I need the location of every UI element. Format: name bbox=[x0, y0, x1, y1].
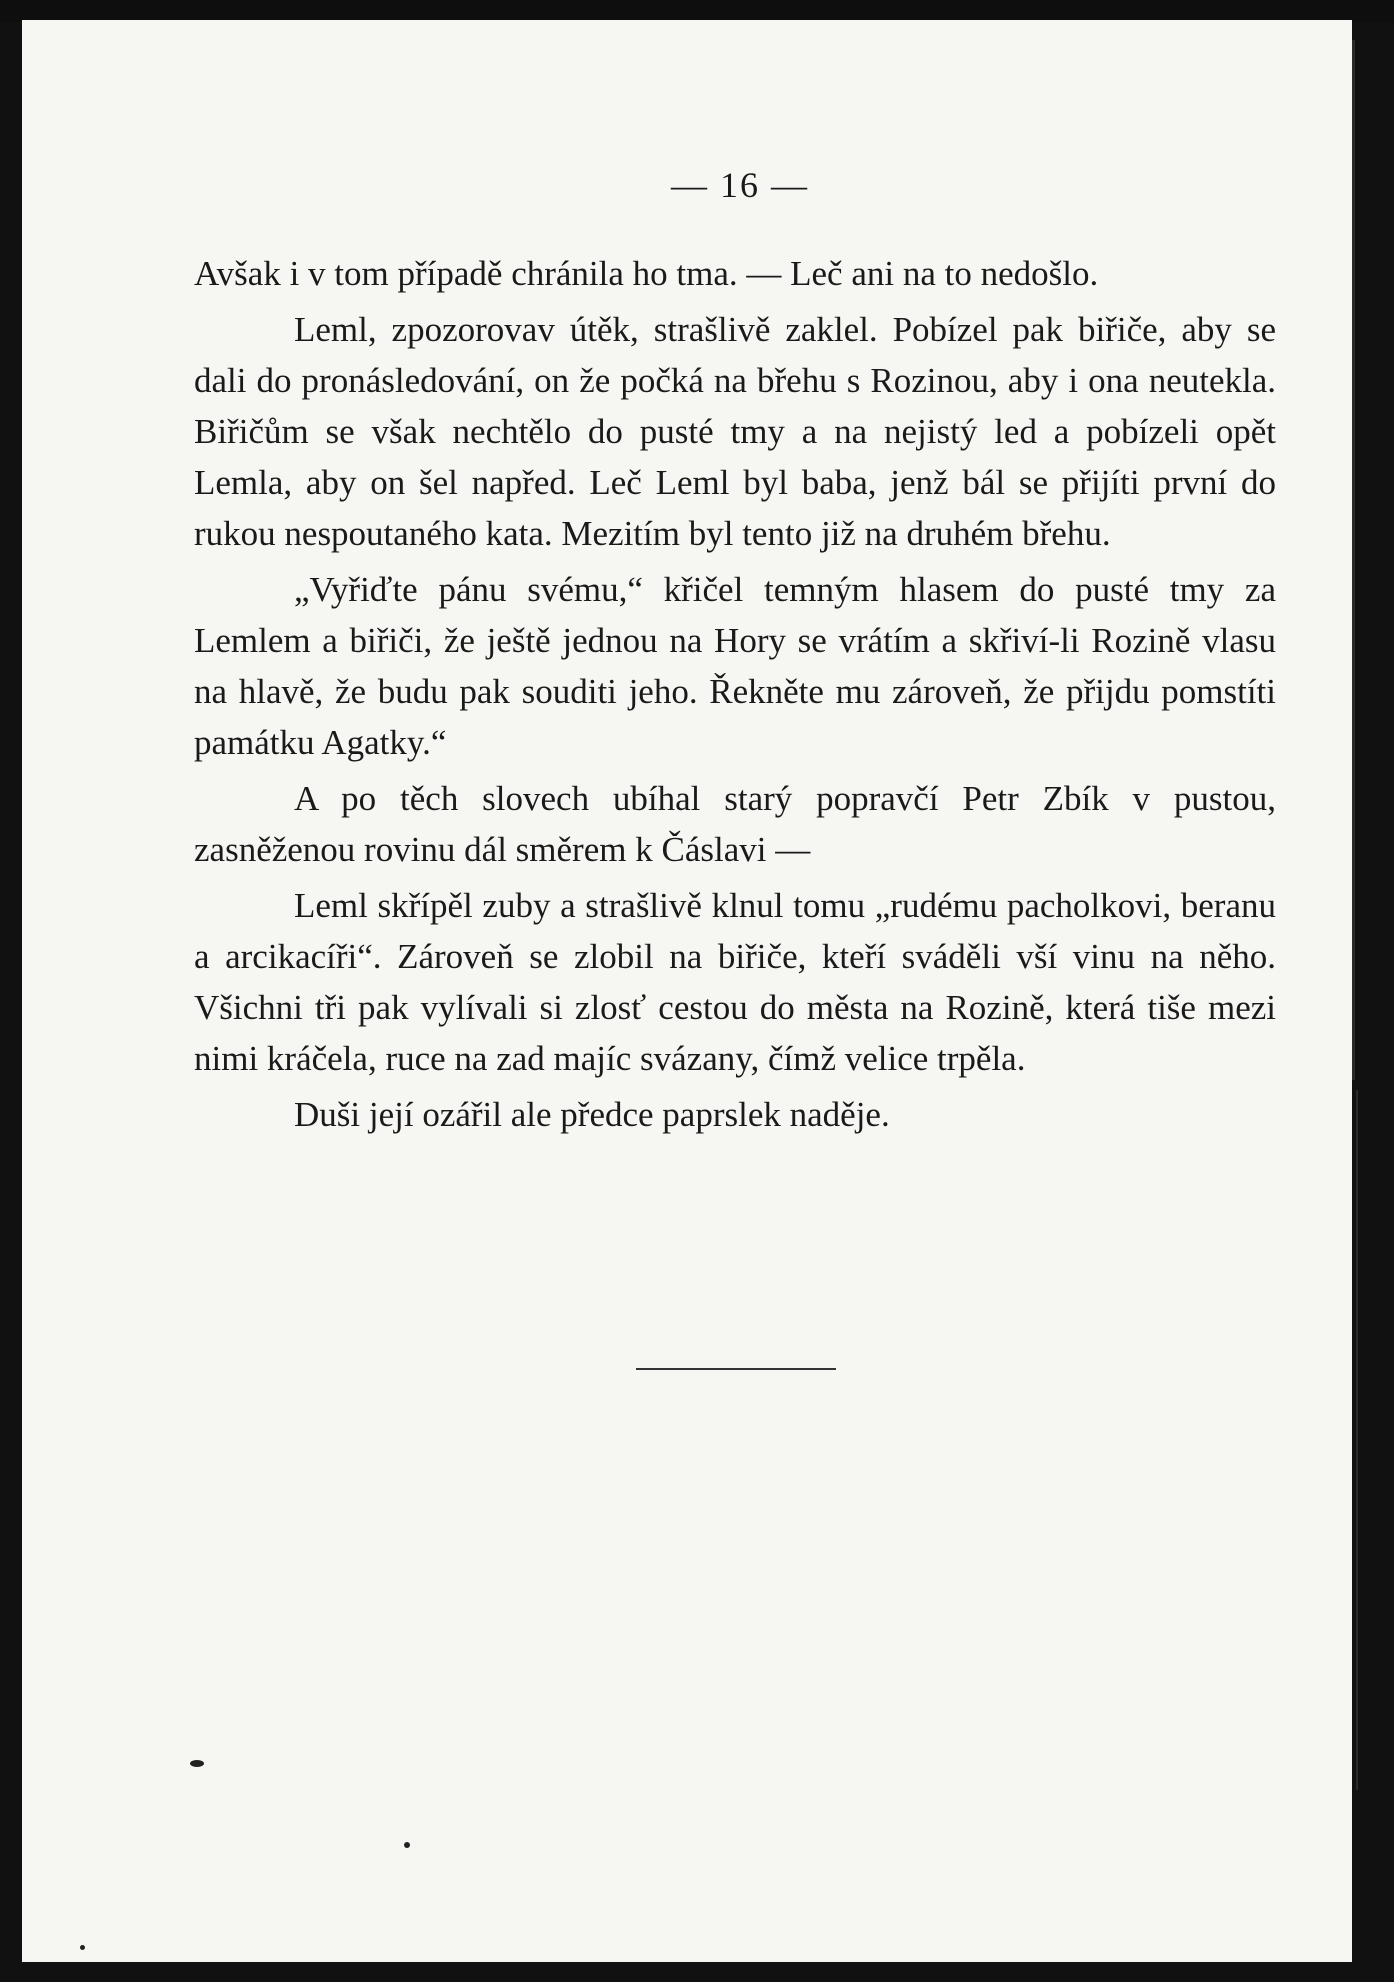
paragraph-4: A po těch slovech ubíhal starý popravčí Petr Zbík v pustou, zasněženou rovinu dál směrem k Čáslavi — bbox=[194, 779, 1276, 869]
paragraph-2: Leml, zpozorovav útěk, strašlivě zaklel. Pobízel pak biřiče, aby se dali do pronásledování, on že počká na břehu s Rozinou, aby i ona neutekla. Biřičům se však nechtělo do pusté tmy a na nejistý led a pobízeli opět Lemla, aby on šel napřed. Leč Leml byl baba, jenž bál se přijíti první do rukou nespoutaného kata. Mezitím byl tento již na druhém břehu. bbox=[194, 310, 1276, 553]
paragraph-6: Duši její ozářil ale předce paprslek naděje. bbox=[294, 1095, 890, 1134]
page-number: — 16 — bbox=[671, 165, 809, 205]
scan-border-top bbox=[0, 0, 1394, 22]
paragraph-1: Avšak i v tom případě chránila ho tma. — Leč ani na to nedošlo. bbox=[194, 254, 1099, 293]
end-rule bbox=[636, 1368, 836, 1370]
ink-speck bbox=[190, 1760, 204, 1767]
paragraph-3: „Vyřiďte pánu svému,“ křičel temným hlasem do pusté tmy za Lemlem a biřiči, že ještě jednou na Hory se vrátím a skřiví-li Rozině vlasu na hlavě, že budu pak souditi jeho. Řekněte mu zároveň, že přijdu pomstíti památku Agatky.“ bbox=[194, 570, 1276, 762]
ink-speck bbox=[80, 1945, 85, 1950]
ink-speck bbox=[404, 1842, 410, 1848]
body-text bbox=[194, 248, 1276, 1140]
paragraph-5: Leml skřípěl zuby a strašlivě klnul tomu „rudému pacholkovi, beranu a arcikacíři“. Zároveň se zlobil na biřiče, kteří sváděli vší vinu na něho. Všichni tři pak vylívali si zlosť cestou do města na Rozině, která tiše mezi nimi kráčela, ruce na zad majíc svázany, čímž velice trpěla. bbox=[194, 886, 1276, 1078]
page-fold-shadow-lower bbox=[1356, 1090, 1358, 1790]
